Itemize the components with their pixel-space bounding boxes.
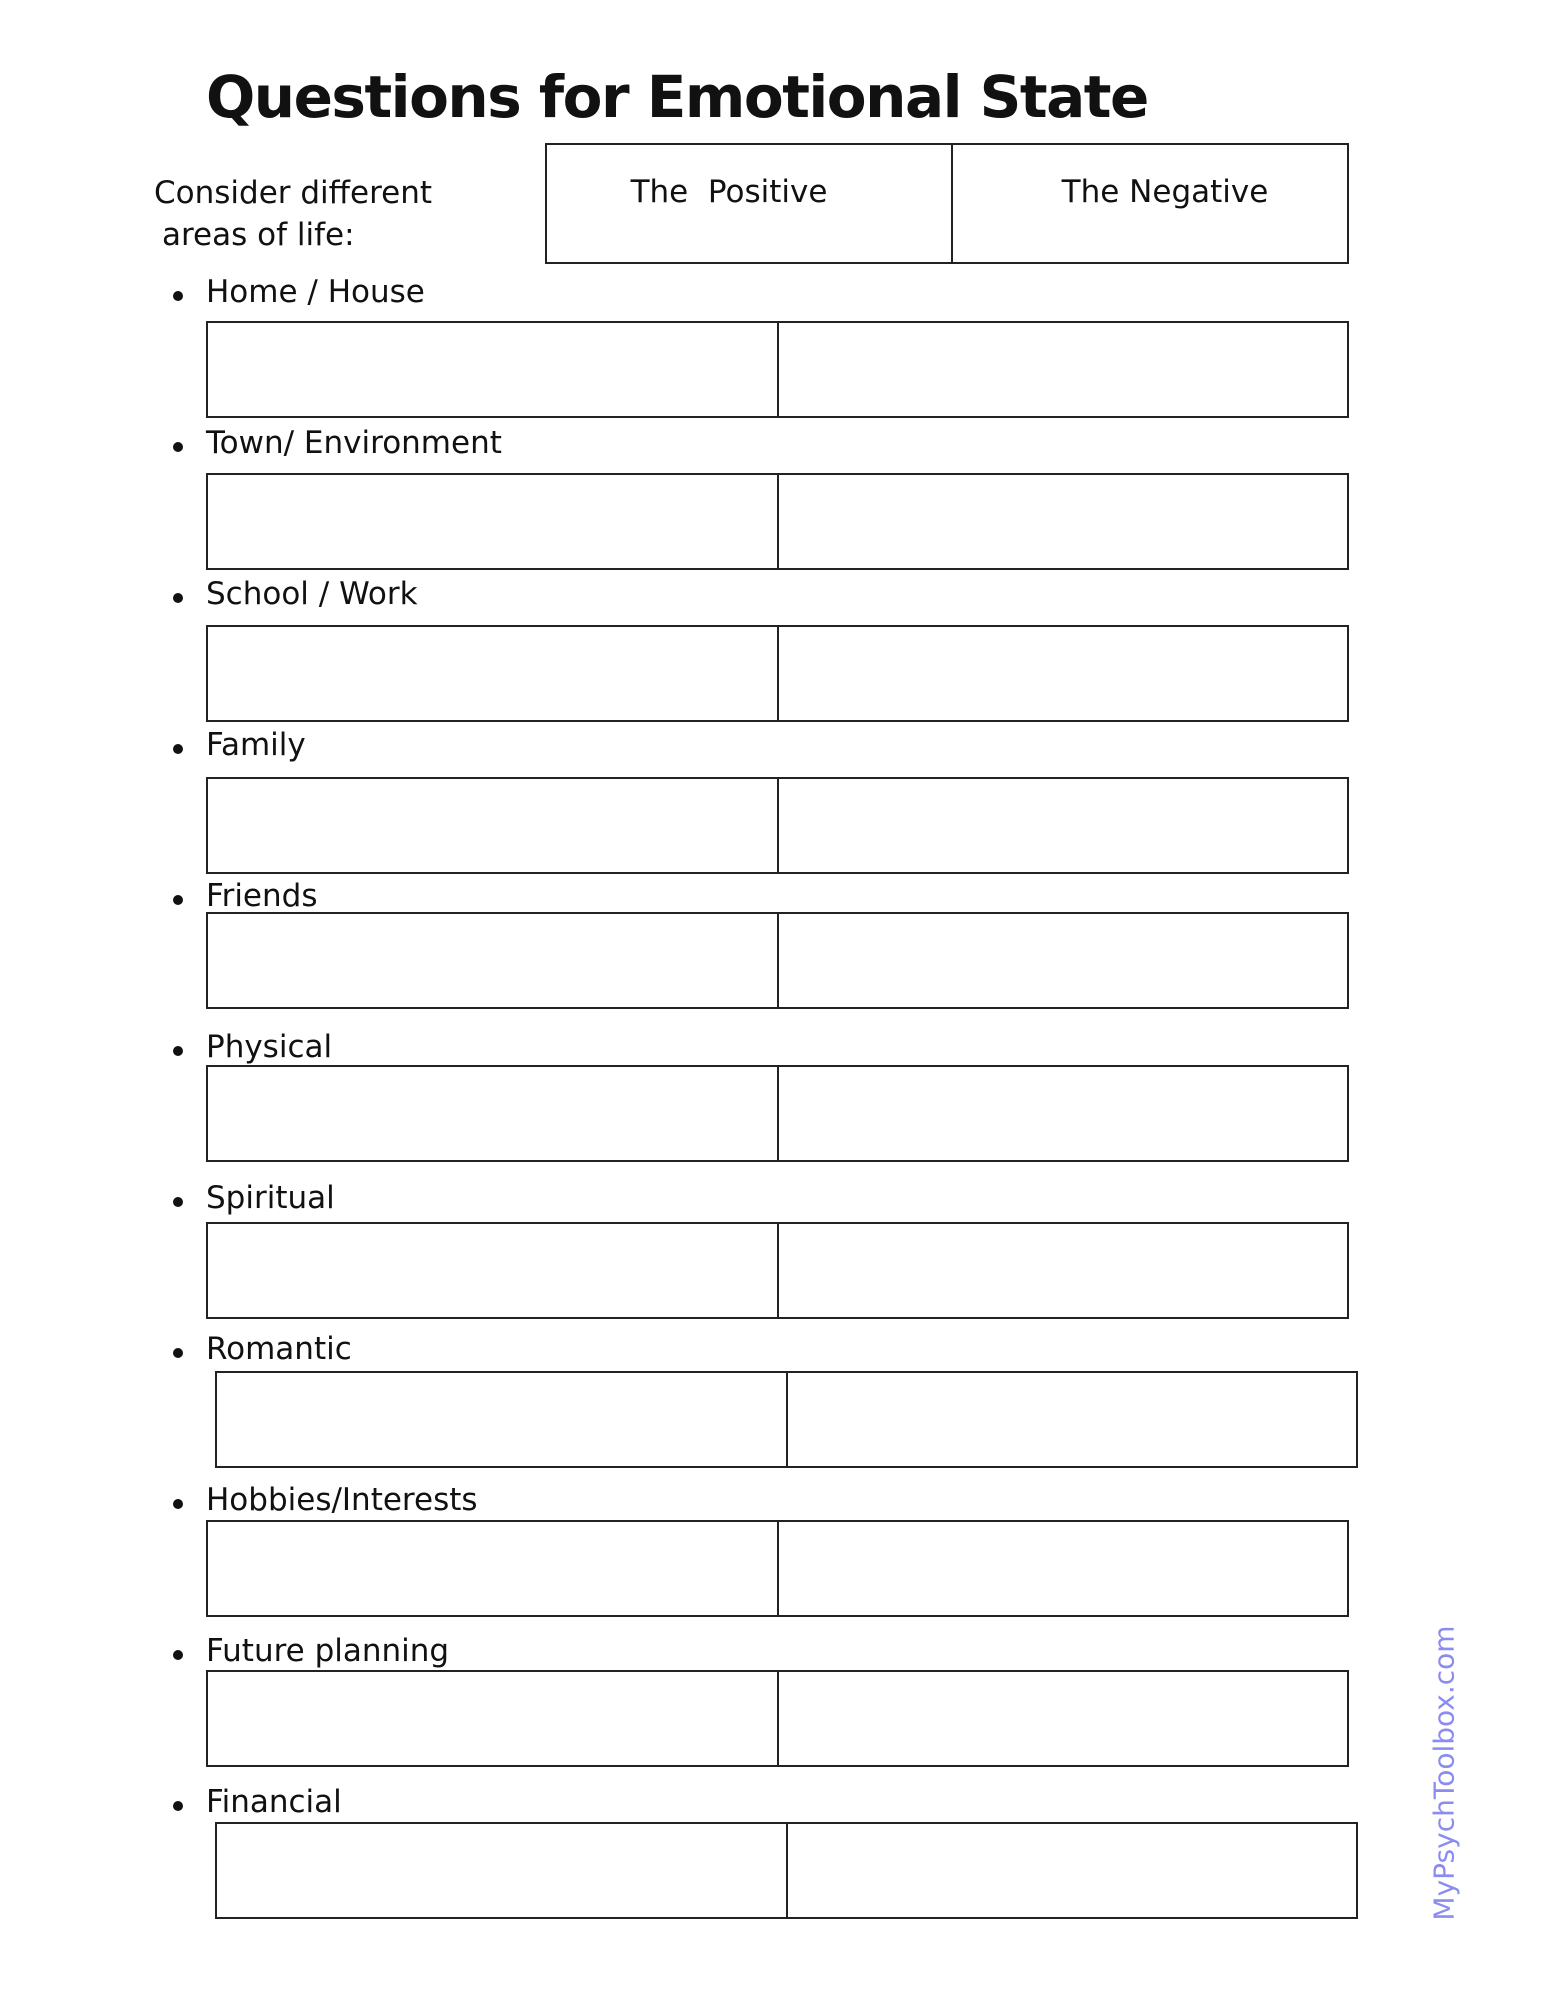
friends-positive-field[interactable] — [208, 914, 777, 1007]
intro-text — [154, 172, 432, 256]
area-row-hobbies — [206, 1520, 1349, 1617]
physical-positive-field[interactable] — [208, 1067, 777, 1160]
town-negative-field[interactable] — [777, 475, 1348, 568]
area-label-hobbies: Hobbies/Interests — [206, 1482, 478, 1518]
school-negative-field[interactable] — [777, 627, 1348, 720]
area-label-physical: Physical — [206, 1029, 333, 1065]
spiritual-negative-field[interactable] — [777, 1224, 1348, 1317]
page-title: Questions for Emotional State — [206, 63, 1148, 131]
friends-negative-field[interactable] — [777, 914, 1348, 1007]
future-planning-positive-field[interactable] — [208, 1672, 777, 1765]
spiritual-positive-field[interactable] — [208, 1224, 777, 1317]
intro-line-1: Consider different — [154, 175, 433, 211]
area-label-friends: Friends — [206, 878, 318, 914]
area-label-school: School / Work — [206, 576, 418, 612]
town-positive-field[interactable] — [208, 475, 777, 568]
physical-negative-field[interactable] — [777, 1067, 1348, 1160]
area-label-financial: Financial — [206, 1784, 342, 1820]
area-row-town — [206, 473, 1349, 570]
area-label-romantic: Romantic — [206, 1331, 352, 1367]
romantic-negative-field[interactable] — [786, 1373, 1357, 1466]
future-planning-negative-field[interactable] — [777, 1672, 1348, 1765]
area-row-friends — [206, 912, 1349, 1009]
area-label-future-planning: Future planning — [206, 1633, 450, 1669]
school-positive-field[interactable] — [208, 627, 777, 720]
area-label-spiritual: Spiritual — [206, 1180, 335, 1216]
romantic-positive-field[interactable] — [217, 1373, 786, 1466]
negative-column-header: The Negative — [951, 145, 1347, 262]
area-label-home: Home / House — [206, 274, 425, 310]
home-negative-field[interactable] — [777, 323, 1348, 416]
hobbies-positive-field[interactable] — [208, 1522, 777, 1615]
area-label-family: Family — [206, 727, 306, 763]
hobbies-negative-field[interactable] — [777, 1522, 1348, 1615]
watermark-text: MyPsychToolbox.com — [1427, 1624, 1461, 1921]
column-header-table — [545, 143, 1349, 264]
positive-column-header: The Positive — [630, 174, 828, 210]
family-positive-field[interactable] — [208, 779, 777, 872]
financial-negative-field[interactable] — [786, 1824, 1357, 1917]
site-watermark — [1424, 1620, 1464, 1925]
area-row-family — [206, 777, 1349, 874]
area-label-town: Town/ Environment — [206, 425, 502, 461]
intro-line-2: areas of life: — [162, 217, 355, 253]
area-row-romantic — [215, 1371, 1358, 1468]
area-row-home — [206, 321, 1349, 418]
area-row-school — [206, 625, 1349, 722]
area-row-financial — [215, 1822, 1358, 1919]
area-row-physical — [206, 1065, 1349, 1162]
family-negative-field[interactable] — [777, 779, 1348, 872]
area-row-spiritual — [206, 1222, 1349, 1319]
home-positive-field[interactable] — [208, 323, 777, 416]
area-row-future-planning — [206, 1670, 1349, 1767]
financial-positive-field[interactable] — [217, 1824, 786, 1917]
